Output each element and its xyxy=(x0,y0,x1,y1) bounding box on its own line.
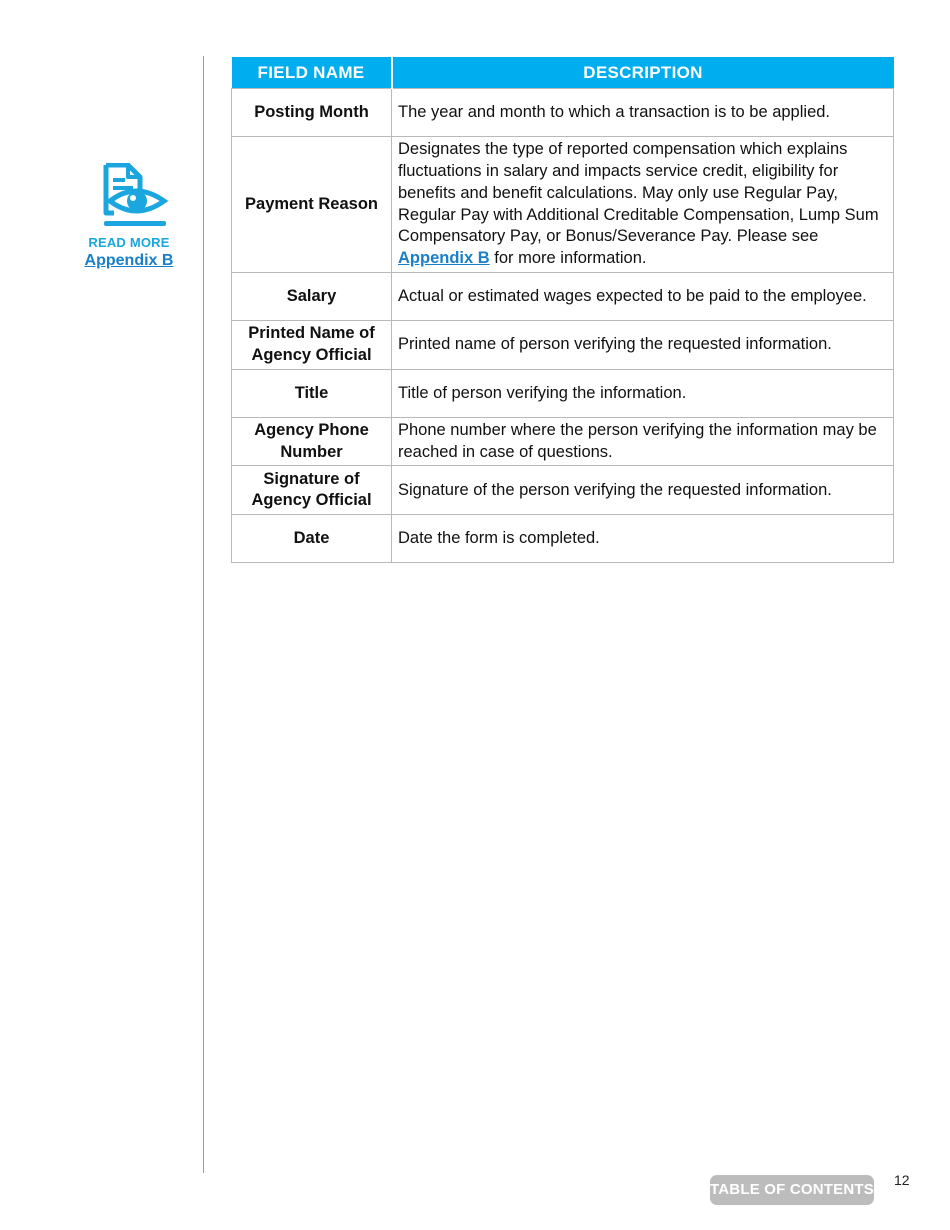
table-row xyxy=(232,370,894,418)
description-text-end: for more information. xyxy=(489,248,647,267)
description-cell: Signature of the person verifying the requested information. xyxy=(392,466,894,515)
description-cell: Printed name of person verifying the requested information. xyxy=(392,321,894,370)
description-cell: Date the form is completed. xyxy=(392,515,894,563)
table-header-row xyxy=(232,57,894,89)
field-name-cell: Date xyxy=(232,515,392,563)
field-name-cell: Printed Name of Agency Official xyxy=(232,321,392,370)
read-more-callout[interactable] xyxy=(70,163,188,271)
field-name-cell: Posting Month xyxy=(232,89,392,137)
table-row xyxy=(232,466,894,515)
table-row xyxy=(232,321,894,370)
sidebar-divider xyxy=(203,56,204,1173)
read-more-label: READ MORE xyxy=(88,235,170,250)
header-field-name: FIELD NAME xyxy=(232,57,392,89)
document-eye-icon xyxy=(84,163,174,233)
appendix-b-link[interactable]: Appendix B xyxy=(84,252,174,269)
table-row xyxy=(232,273,894,321)
page-number: 12 xyxy=(894,1172,910,1188)
field-name-cell: Title xyxy=(232,370,392,418)
field-name-cell: Salary xyxy=(232,273,392,321)
table-row xyxy=(232,89,894,137)
description-cell: Phone number where the person verifying the information may be reached in case of questions. xyxy=(392,418,894,466)
description-cell: Actual or estimated wages expected to be paid to the employee. xyxy=(392,273,894,321)
table-row xyxy=(232,515,894,563)
appendix-b-inline-link[interactable]: Appendix B xyxy=(398,248,490,267)
table-row xyxy=(232,137,894,273)
table-row xyxy=(232,418,894,466)
table-of-contents-button[interactable]: TABLE OF CONTENTS xyxy=(710,1175,874,1205)
description-cell: The year and month to which a transaction is to be applied. xyxy=(392,89,894,137)
field-name-cell: Agency Phone Number xyxy=(232,418,392,466)
description-cell: Title of person verifying the information. xyxy=(392,370,894,418)
description-cell xyxy=(392,137,894,273)
description-text: Designates the type of reported compensation which explains fluctuations in salary and impacts service credit, eligibility for benefits and benefit calculations. May only use Regular Pay, Regular Pay with Additional Creditable Compensation, Lump Sum Compensatory Pay, or Bonus/Severance Pay. Please see xyxy=(398,140,879,246)
field-description-table xyxy=(231,57,894,563)
field-name-cell: Payment Reason xyxy=(232,137,392,273)
header-description: DESCRIPTION xyxy=(392,57,894,89)
field-name-cell: Signature of Agency Official xyxy=(232,466,392,515)
